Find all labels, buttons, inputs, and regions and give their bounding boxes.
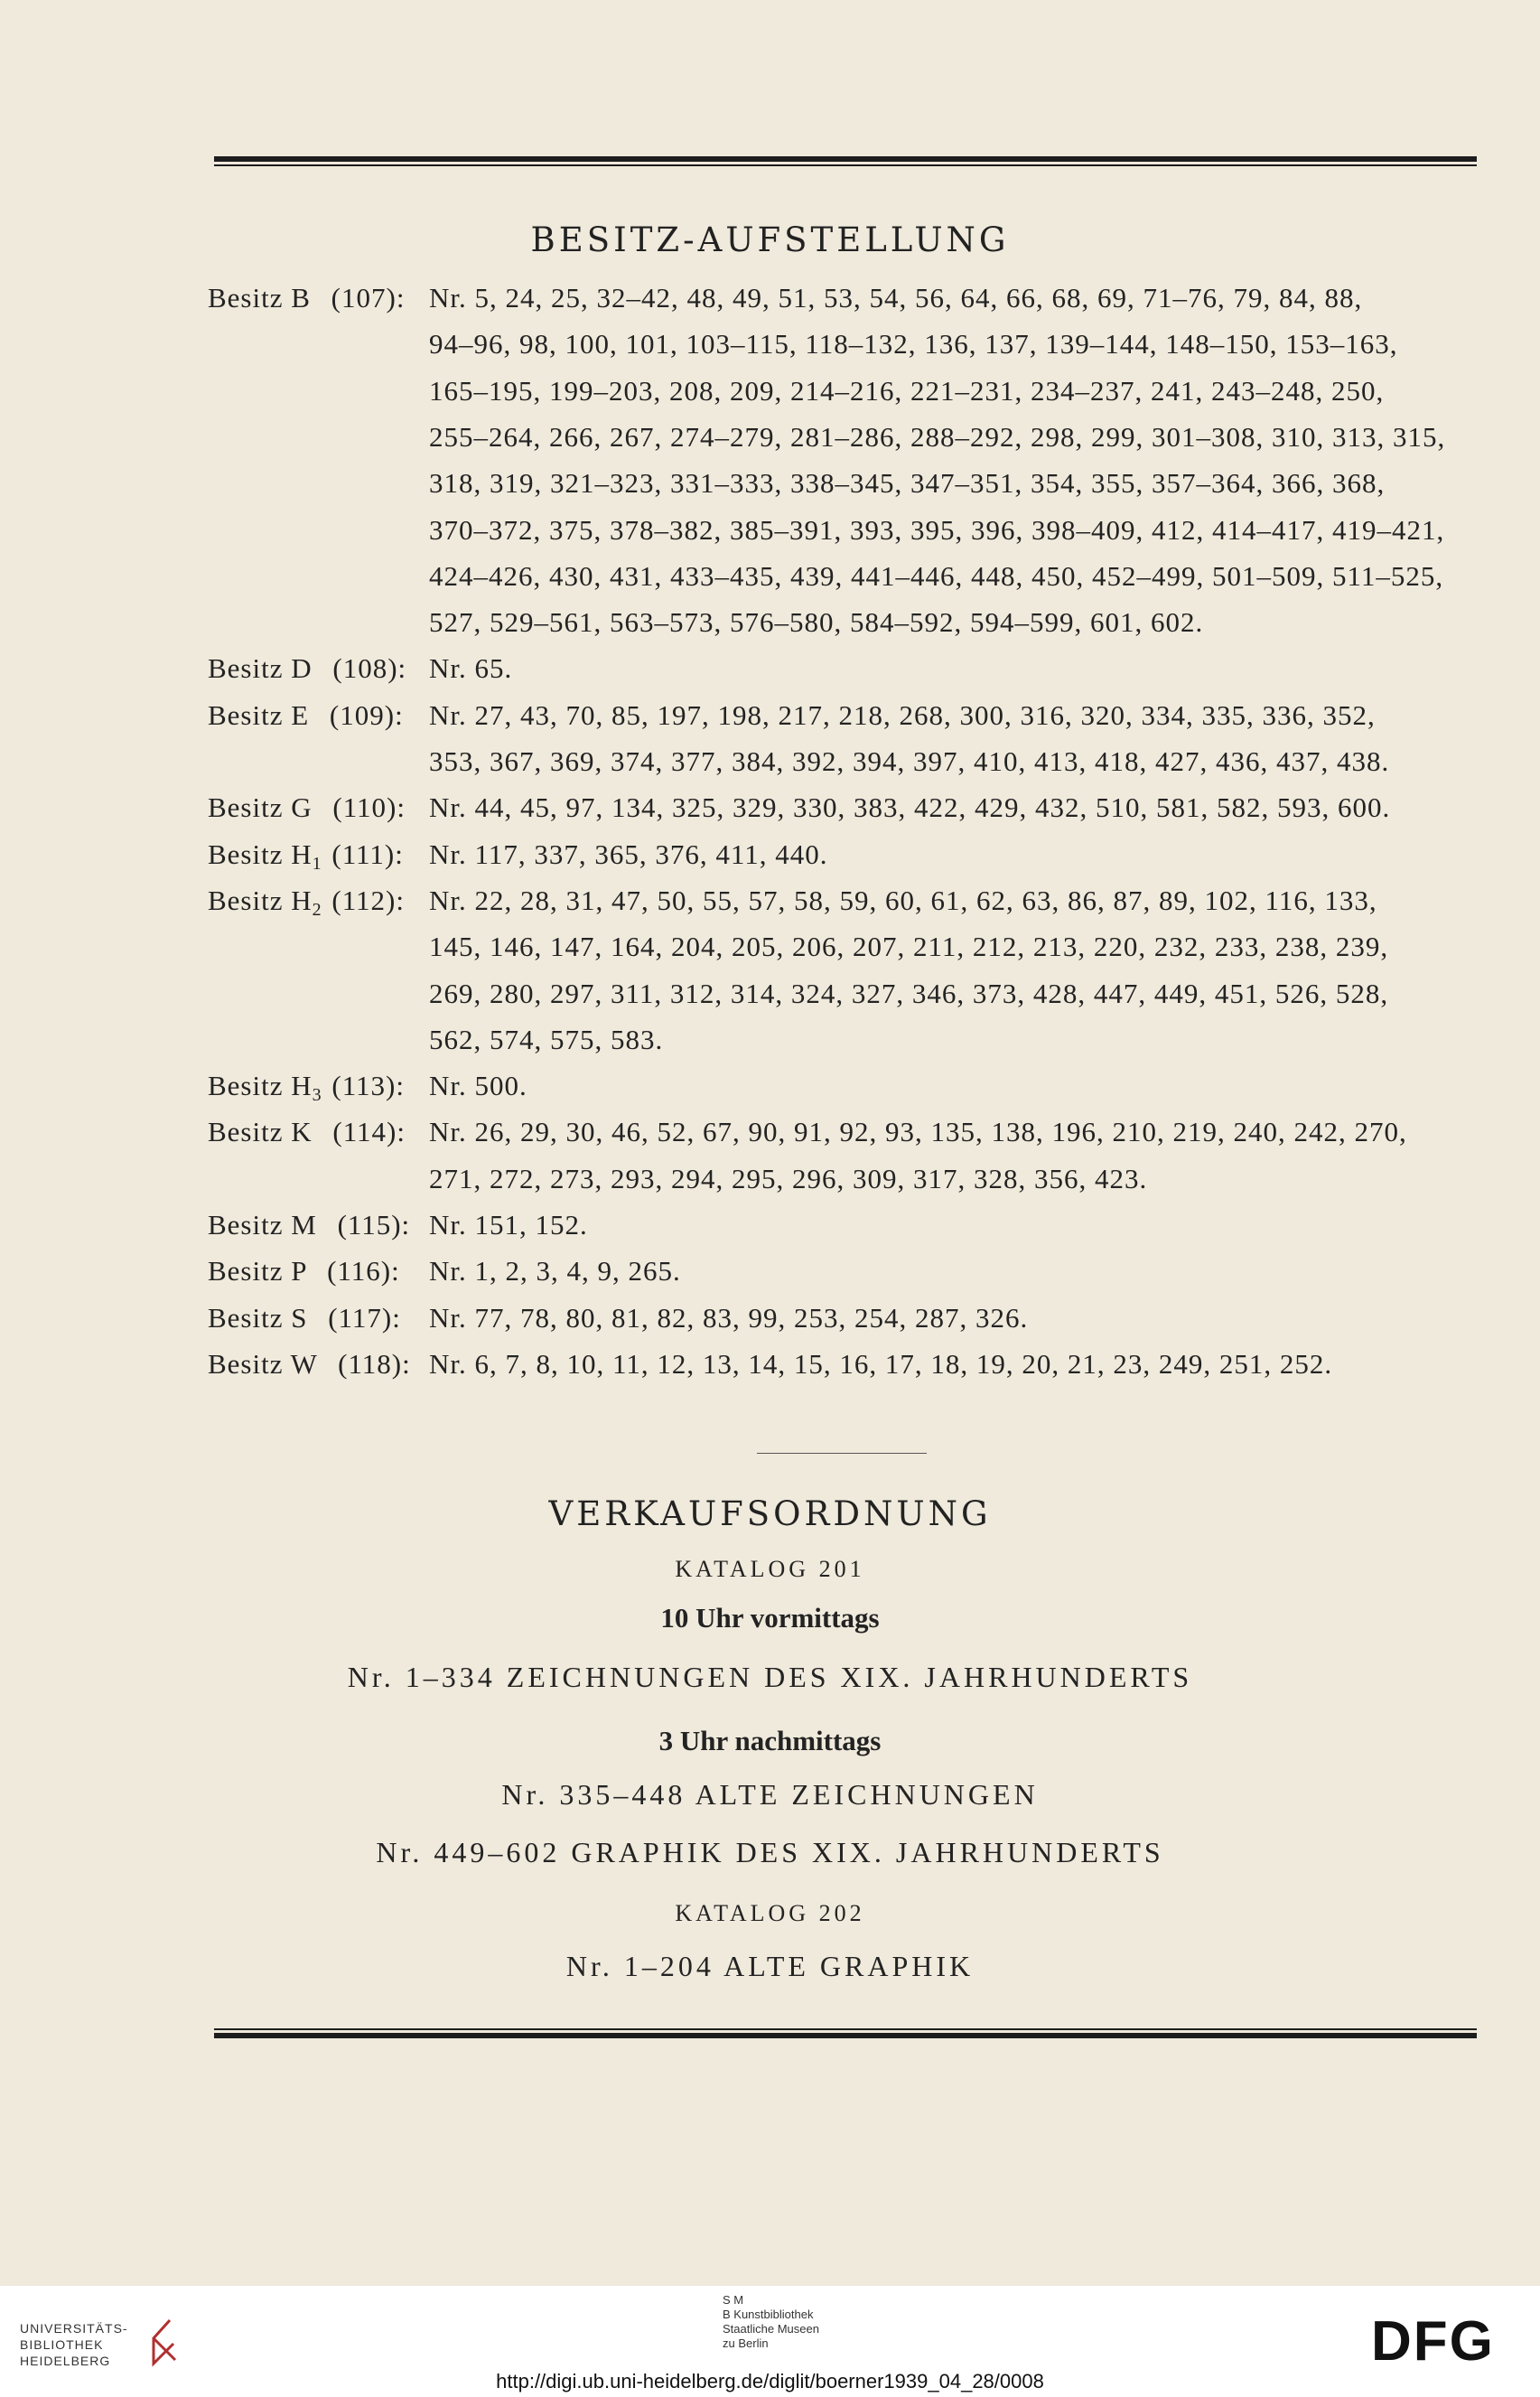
- besitz-code: (116):: [327, 1255, 400, 1287]
- besitz-subscript: 3: [312, 1085, 322, 1106]
- besitz-title: BESITZ-AUFSTELLUNG: [530, 220, 1010, 259]
- besitz-code: (109):: [329, 698, 404, 731]
- besitz-code: (108):: [332, 652, 407, 685]
- besitz-numbers: 424–426, 430, 431, 433–435, 439, 441–446, 448, 450, 452–499, 501–509, 511–525,: [429, 559, 1444, 592]
- time-afternoon: 3 Uhr nachmittags: [658, 1725, 882, 1756]
- besitz-numbers: Nr. 117, 337, 365, 376, 411, 440.: [429, 838, 828, 870]
- besitz-label: Besitz $H_2$ (112):: [208, 884, 405, 920]
- besitz-code: (117):: [328, 1301, 401, 1334]
- besitz-numbers: 562, 574, 575, 583.: [429, 1023, 664, 1055]
- besitz-numbers: 318, 319, 321–323, 331–333, 338–345, 347–351, 354, 355, 357–364, 366, 368,: [429, 467, 1386, 500]
- besitz-code: (112):: [331, 884, 405, 916]
- bottom-double-rule: [214, 2028, 1477, 2038]
- besitz-numbers: 255–264, 266, 267, 274–279, 281–286, 288–292, 298, 299, 301–308, 310, 313, 315,: [429, 420, 1446, 453]
- besitz-label: Besitz G (110):: [208, 791, 406, 824]
- line-alte-graphik: Nr. 1–204 ALTE GRAPHIK: [565, 1950, 975, 1982]
- besitz-label: Besitz P (116):: [208, 1255, 400, 1287]
- besitz-label: Besitz W (118):: [208, 1347, 411, 1380]
- besitz-numbers: 94–96, 98, 100, 101, 103–115, 118–132, 136, 137, 139–144, 148–150, 153–163,: [429, 328, 1398, 360]
- verkauf-title: VERKAUFSORDNUNG: [548, 1494, 992, 1533]
- besitz-numbers: Nr. 6, 7, 8, 10, 11, 12, 13, 14, 15, 16, 17, 18, 19, 20, 21, 23, 249, 251, 252.: [429, 1347, 1333, 1380]
- time-morning: 10 Uhr vormittags: [660, 1602, 880, 1634]
- besitz-label: Besitz B (107):: [208, 282, 406, 314]
- line-zeichnungen-xix: Nr. 1–334 ZEICHNUNGEN DES XIX. JAHRHUNDERTS: [347, 1661, 1193, 1693]
- besitz-numbers: Nr. 22, 28, 31, 47, 50, 55, 57, 58, 59, 60, 61, 62, 63, 86, 87, 89, 102, 116, 133,: [429, 884, 1377, 916]
- besitz-numbers: 271, 272, 273, 293, 294, 295, 296, 309, 317, 328, 356, 423.: [429, 1162, 1148, 1194]
- besitz-code: (118):: [338, 1347, 411, 1380]
- besitz-numbers: Nr. 500.: [429, 1070, 527, 1102]
- top-double-rule: [214, 156, 1477, 166]
- besitz-label: Besitz $H_3$ (113):: [208, 1070, 405, 1106]
- besitz-code: (111):: [331, 838, 404, 870]
- besitz-code: (110):: [332, 791, 406, 824]
- besitz-label: Besitz K (114):: [208, 1116, 406, 1148]
- besitz-code: (114):: [332, 1116, 406, 1148]
- besitz-numbers: Nr. 27, 43, 70, 85, 197, 198, 217, 218, 268, 300, 316, 320, 334, 335, 336, 352,: [429, 698, 1376, 731]
- besitz-numbers: Nr. 151, 152.: [429, 1209, 588, 1241]
- besitz-numbers: Nr. 77, 78, 80, 81, 82, 83, 99, 253, 254, 287, 326.: [429, 1301, 1029, 1334]
- besitz-label: Besitz E (109):: [208, 698, 404, 731]
- kunstbibliothek-stamp: S M B Kunstbibliothek Staatliche Museen zu Berlin: [723, 2293, 819, 2350]
- besitz-code: (113):: [331, 1070, 405, 1102]
- besitz-numbers: Nr. 1, 2, 3, 4, 9, 265.: [429, 1255, 681, 1287]
- dfg-logo[interactable]: DFG: [1371, 2310, 1495, 2373]
- line-alte-zeichnungen: Nr. 335–448 ALTE ZEICHNUNGEN: [501, 1778, 1039, 1811]
- besitz-numbers: Nr. 26, 29, 30, 46, 52, 67, 90, 91, 92, 93, 135, 138, 196, 210, 219, 240, 242, 270,: [429, 1116, 1407, 1148]
- besitz-label: Besitz $H_1$ (111):: [208, 838, 404, 874]
- besitz-numbers: 527, 529–561, 563–573, 576–580, 584–592, 594–599, 601, 602.: [429, 606, 1204, 639]
- besitz-numbers: 269, 280, 297, 311, 312, 314, 324, 327, 346, 373, 428, 447, 449, 451, 526, 528,: [429, 977, 1389, 1009]
- section-divider: [757, 1453, 927, 1454]
- page-url[interactable]: http://digi.ub.uni-heidelberg.de/diglit/boerner1939_04_28/0008: [496, 2370, 1044, 2392]
- besitz-numbers: Nr. 65.: [429, 652, 513, 685]
- ub-logo-mark-icon: [143, 2317, 182, 2367]
- besitz-numbers: 165–195, 199–203, 208, 209, 214–216, 221–231, 234–237, 241, 243–248, 250,: [429, 374, 1385, 407]
- besitz-code: (115):: [337, 1209, 411, 1241]
- besitz-numbers: 370–372, 375, 378–382, 385–391, 393, 395, 396, 398–409, 412, 414–417, 419–421,: [429, 513, 1445, 546]
- katalog-202: KATALOG 202: [675, 1900, 865, 1926]
- besitz-subscript: 1: [312, 853, 322, 874]
- besitz-code: (107):: [331, 282, 406, 314]
- besitz-label: Besitz M (115):: [208, 1209, 411, 1241]
- besitz-numbers: Nr. 5, 24, 25, 32–42, 48, 49, 51, 53, 54, 56, 64, 66, 68, 69, 71–76, 79, 84, 88,: [429, 282, 1363, 314]
- besitz-numbers: 353, 367, 369, 374, 377, 384, 392, 394, 397, 410, 413, 418, 427, 436, 437, 438.: [429, 745, 1390, 777]
- besitz-numbers: 145, 146, 147, 164, 204, 205, 206, 207, 211, 212, 213, 220, 232, 233, 238, 239,: [429, 931, 1389, 963]
- besitz-numbers: Nr. 44, 45, 97, 134, 325, 329, 330, 383, 422, 429, 432, 510, 581, 582, 593, 600.: [429, 791, 1391, 824]
- ub-heidelberg-logo[interactable]: UNIVERSITÄTS- BIBLIOTHEK HEIDELBERG: [20, 2321, 128, 2368]
- besitz-subscript: 2: [312, 899, 322, 920]
- katalog-201: KATALOG 201: [675, 1556, 865, 1582]
- footer-bar: [0, 2286, 1540, 2397]
- besitz-label: Besitz S (117):: [208, 1301, 401, 1334]
- besitz-label: Besitz D (108):: [208, 652, 407, 685]
- line-graphik-xix: Nr. 449–602 GRAPHIK DES XIX. JAHRHUNDERTS: [376, 1836, 1164, 1868]
